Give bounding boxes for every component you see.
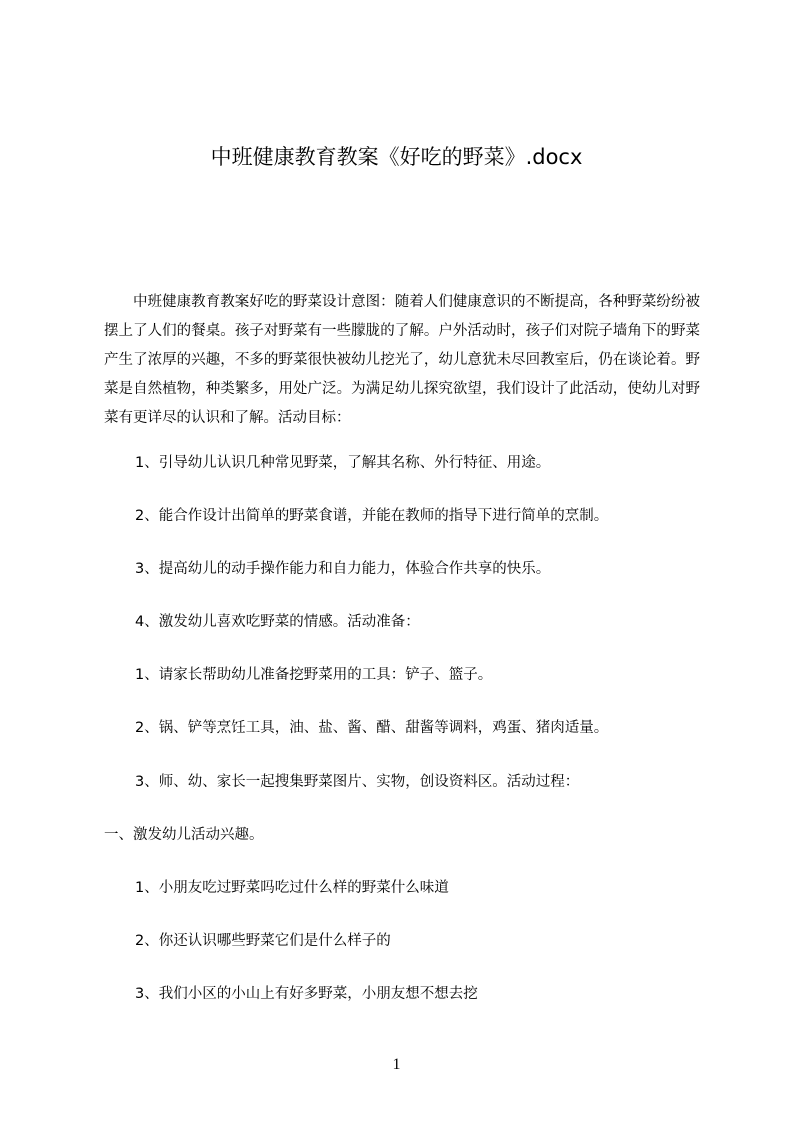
preparation-1: 1、请家长帮助幼儿准备挖野菜用的工具：铲子、篮子。 [135,667,493,683]
document-title: 中班健康教育教案《好吃的野菜》.docx [210,145,583,169]
page-number: 1 [392,1056,401,1073]
process-step-3: 3、我们小区的小山上有好多野菜，小朋友想不想去挖 [135,986,478,1002]
intro-paragraph: 中班健康教育教案好吃的野菜设计意图：随着人们健康意识的不断提高，各种野菜纷纷被摆上了人们的餐桌。孩子对野菜有一些朦胧的了解。户外活动时，孩子们对院子墙角下的野菜产生了浓厚的兴趣，不多的野菜很快被幼儿挖光了，幼儿意犹未尽回教室后，仍在谈论着。野菜是自然植物，种类繁多，用处广泛。为满足幼儿探究欲望，我们设计了此活动，使幼儿对野菜有更详尽的认识和了解。活动目标： [104,294,700,426]
process-step-1: 1、小朋友吃过野菜吗吃过什么样的野菜什么味道 [135,880,449,896]
process-step-2: 2、你还认识哪些野菜它们是什么样子的 [135,933,391,949]
process-section-heading: 一、激发幼儿活动兴趣。 [104,827,264,843]
objective-3: 3、提高幼儿的动手操作能力和自力能力，体验合作共享的快乐。 [135,561,551,577]
objective-1: 1、引导幼儿认识几种常见野菜，了解其名称、外行特征、用途。 [135,455,551,471]
objective-2: 2、能合作设计出简单的野菜食谱，并能在教师的指导下进行简单的烹制。 [135,508,609,524]
objective-4: 4、激发幼儿喜欢吃野菜的情感。活动准备： [135,614,420,630]
preparation-3: 3、师、幼、家长一起搜集野菜图片、实物，创设资料区。活动过程： [135,774,580,790]
preparation-2: 2、锅、铲等烹饪工具，油、盐、酱、醋、甜酱等调料，鸡蛋、猪肉适量。 [135,720,609,736]
